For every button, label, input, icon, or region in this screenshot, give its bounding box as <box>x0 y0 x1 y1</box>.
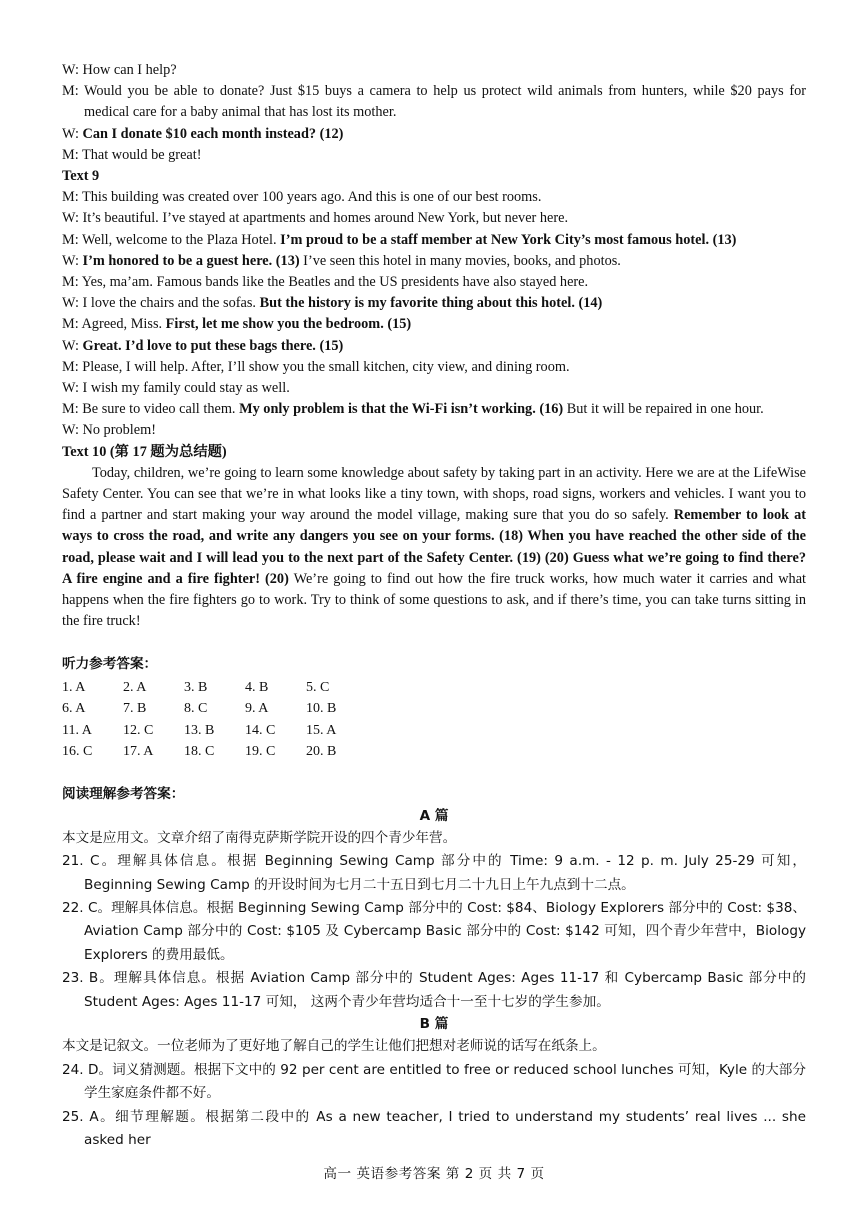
dialogue-line <box>62 272 806 293</box>
dialogue-text8-end <box>62 60 806 166</box>
dialogue-text: W: <box>62 125 83 142</box>
dialogue-text: W: <box>62 252 83 269</box>
dialogue-text: M: Would you be able to donate? Just $15 buys a camera to help us protect wild animals from hunters, while $20 pays for medical care for a baby animal that has lost its mother. <box>62 83 806 121</box>
dialogue-text: W: How can I help? <box>62 62 177 78</box>
bold-answer-cue: Great. I’d love to put these bags there. (15) <box>82 337 344 354</box>
listening-answers-title: 听力参考答案： <box>62 656 158 673</box>
answer-cell: 8. C <box>184 701 208 717</box>
answer-cell: 12. C <box>123 722 154 738</box>
dialogue-line <box>62 293 806 314</box>
answer-cell: 2. A <box>123 680 147 696</box>
dialogue-line <box>62 251 806 272</box>
dialogue-line <box>62 60 806 81</box>
answer-row <box>62 699 367 720</box>
bold-answer-cue: But the history is my favorite thing about this hotel. (14) <box>259 295 603 312</box>
reading-answers-title: 阅读理解参考答案： <box>62 786 185 803</box>
answer-cell: 3. B <box>184 680 208 696</box>
answer-cell: 7. B <box>123 701 147 717</box>
answer-cell: 4. B <box>245 680 269 696</box>
text9-title: Text 9 <box>62 168 100 185</box>
bold-answer-cue: I’m proud to be a staff member at New York City’s most famous hotel. (13) <box>280 231 737 248</box>
answer-cell: 19. C <box>245 743 276 759</box>
answer-cell: 5. C <box>306 680 330 696</box>
bold-answer-cue: My only problem is that the Wi-Fi isn’t working. (16) <box>239 401 564 418</box>
dialogue-line <box>62 336 806 357</box>
answer-row <box>62 720 367 741</box>
answer-explanation: 23. B。理解具体信息。根据 Aviation Camp 部分中的 Student Ages: Ages 11-17 和 Cybercamp Basic 部分中的 Student Ages: Ages 11-17 可知， 这两个青少年营均适合十一至十七岁的学生参加。 <box>62 970 806 1010</box>
dialogue-line <box>62 314 806 335</box>
section-b-title: B 篇 <box>419 1016 449 1033</box>
answer-cell: 20. B <box>306 743 337 759</box>
answer-cell: 6. A <box>62 701 86 717</box>
dialogue-text9 <box>62 187 806 441</box>
listening-answers-table <box>62 678 367 763</box>
answer-cell: 15. A <box>306 722 337 738</box>
passage-text: Today, children, we’re going to learn some knowledge about safety by taking part in an activity. Here we are at the LifeWise Safety Center. You can see that we’re in what looks like a tiny town, with shops, road signs, workers and vehicles. I want you to find a partner and start making your way around the model village, making sure that you do so safely. <box>62 464 806 524</box>
section-summary: 本文是应用文。文章介绍了南得克萨斯学院开设的四个青少年营。 <box>62 829 457 846</box>
answer-explanation: 24. D。词义猜测题。根据下文中的 92 per cent are entitled to free or reduced school lunches 可知，Kyle 的大部分学生家庭条件都不好。 <box>62 1061 806 1102</box>
dialogue-text: M: That would be great! <box>62 146 202 163</box>
answer-cell: 9. A <box>245 701 269 717</box>
answer-row <box>62 678 367 699</box>
answer-cell: 16. C <box>62 743 93 759</box>
section-a-title: A 篇 <box>419 807 449 824</box>
answer-cell: 18. C <box>184 743 215 759</box>
dialogue-line <box>62 145 806 166</box>
dialogue-text: M: Agreed, Miss. <box>62 316 166 333</box>
dialogue-text: W: I love the chairs and the sofas. <box>62 295 260 312</box>
dialogue-text: M: Yes, ma’am. Famous bands like the Beatles and the US presidents have also stayed here. <box>62 274 589 291</box>
dialogue-line <box>62 187 806 208</box>
dialogue-text: W: It’s beautiful. I’ve stayed at apartments and homes around New York, but never here. <box>62 210 569 227</box>
text10-title: Text 10 (第 17 题为总结题) <box>62 443 227 460</box>
dialogue-text: M: This building was created over 100 years ago. And this is one of our best rooms. <box>62 189 542 206</box>
dialogue-line <box>62 420 806 441</box>
document-page <box>62 60 806 1152</box>
answer-explanation: 25. A。细节理解题。根据第二段中的 As a new teacher, I tried to understand my students’ real lives ... she asked her <box>62 1108 806 1148</box>
answer-cell: 13. B <box>184 722 215 738</box>
answer-cell: 14. C <box>245 722 276 738</box>
dialogue-line <box>62 124 806 145</box>
bold-answer-cue: Remember to look at ways to cross the road, and write any dangers you see on your forms. (18) When you have reached the other side of the road, please wait and I will lead you to the next part of the Safety Center. (19) (20) Guess what we’re going to find there? A fire engine and a fire fighter! (20) <box>62 507 807 587</box>
passage-text: We’re going to find out how the fire truck works, how much water it carries and what happens when the fire fighters go to work. Try to think of some questions to ask, and if there’s time, you can take turns sitting in the fire truck! <box>62 570 807 630</box>
dialogue-text: W: <box>62 337 83 354</box>
section-b-answers <box>62 1035 806 1152</box>
dialogue-text: M: Well, welcome to the Plaza Hotel. <box>62 231 281 248</box>
text10-passage <box>62 463 806 633</box>
dialogue-text: I’ve seen this hotel in many movies, books, and photos. <box>299 252 621 269</box>
section-a-answers <box>62 827 806 1014</box>
answer-cell: 17. A <box>123 743 154 759</box>
bold-answer-cue: I’m honored to be a guest here. (13) <box>82 252 300 269</box>
dialogue-text: W: No problem! <box>62 422 156 439</box>
bold-answer-cue: First, let me show you the bedroom. (15) <box>165 316 412 333</box>
answer-cell: 1. A <box>62 680 86 696</box>
answer-explanation: 21. C。理解具体信息。根据 Beginning Sewing Camp 部分中的 Time: 9 a.m. - 12 p. m. July 25-29 可知，Beginning Sewing Camp 的开设时间为七月二十五日到七月二十九日上午九点到十二点。 <box>62 853 806 893</box>
dialogue-line <box>62 81 806 123</box>
dialogue-line <box>62 378 806 399</box>
dialogue-text: M: Please, I will help. After, I’ll show you the small kitchen, city view, and dining room. <box>62 358 570 375</box>
dialogue-text: W: I wish my family could stay as well. <box>62 380 290 397</box>
dialogue-line <box>62 357 806 378</box>
dialogue-line <box>62 230 806 251</box>
dialogue-line <box>62 208 806 229</box>
answer-cell: 10. B <box>306 701 337 717</box>
bold-answer-cue: Can I donate $10 each month instead? (12) <box>82 125 344 142</box>
answer-explanation: 22. C。理解具体信息。根据 Beginning Sewing Camp 部分中的 Cost: $84、Biology Explorers 部分中的 Cost: $38、Aviation Camp 部分中的 Cost: $105 及 Cybercamp Basic 部分中的 Cost: $142 可知，四个青少年营中，Biology Explorers 的费用最低。 <box>62 900 806 963</box>
section-summary: 本文是记叙文。一位老师为了更好地了解自己的学生让他们把想对老师说的话写在纸条上。 <box>62 1038 606 1055</box>
dialogue-text: M: Be sure to video call them. <box>62 401 240 418</box>
answer-cell: 11. A <box>62 722 92 738</box>
answer-row <box>62 741 367 762</box>
page-footer: 高一 英语参考答案 第 2 页 共 7 页 <box>323 1166 545 1182</box>
dialogue-text: But it will be repaired in one hour. <box>563 401 764 418</box>
dialogue-line <box>62 399 806 420</box>
